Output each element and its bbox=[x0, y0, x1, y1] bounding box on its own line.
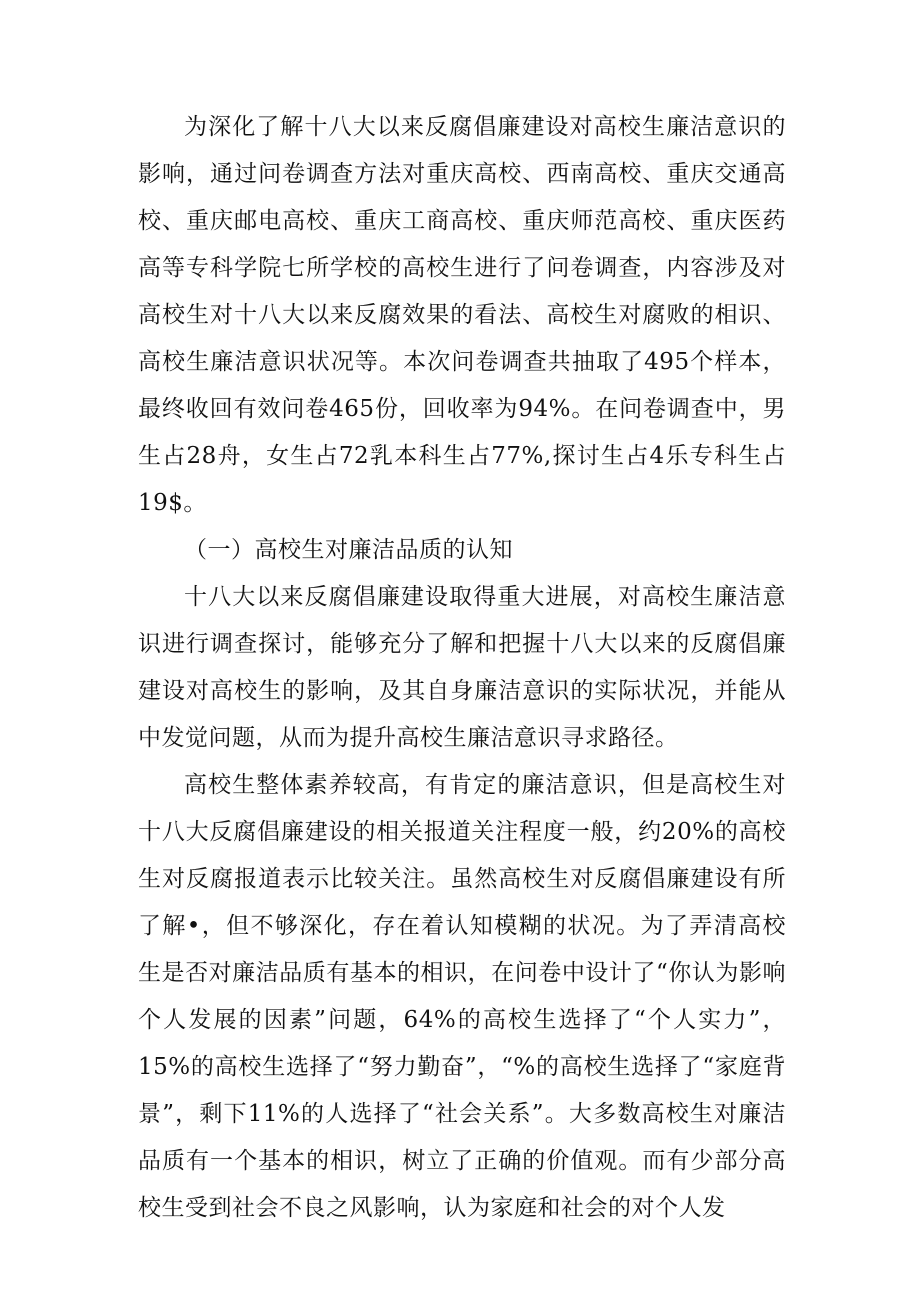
section-heading: （一）高校生对廉洁品质的认知 bbox=[184, 537, 513, 563]
background-paragraph: 十八大以来反腐倡廉建设取得重大进展，对高校生廉洁意识进行调查探讨，能够充分了解和把握十八大以来的反腐倡廉建设对高校生的影响，及其自身廉洁意识的实际状况，并能从中发觉问题，从而为提升高校生廉洁意识寻求路径。 bbox=[138, 584, 786, 751]
intro-paragraph: 为深化了解十八大以来反腐倡廉建设对高校生廉洁意识的影响，通过问卷调查方法对重庆高校、西南高校、重庆交通高校、重庆邮电高校、重庆工商高校、重庆师范高校、重庆医药高等专科学院七所学校的高校生进行了问卷调查，内容涉及对高校生对十八大以来反腐效果的看法、高校生对腐败的相识、高校生廉洁意识状况等。本次问卷调查共抽取了495个样本，最终收回有效问卷465份，回收率为94%。在问卷调查中，男生占28舟，女生占72乳本科生占77%,探讨生占4乐专科生占19$。 bbox=[138, 114, 786, 516]
document-page bbox=[138, 104, 786, 1232]
findings-paragraph: 高校生整体素养较高，有肯定的廉洁意识，但是高校生对十八大反腐倡廉建设的相关报道关注程度一般，约20%的高校生对反腐报道表示比较关注。虽然高校生对反腐倡廉建设有所了解•，但不够深化，存在着认知模糊的状况。为了弄清高校生是否对廉洁品质有基本的相识，在问卷中设计了“你认为影响个人发展的因素”问题，64%的高校生选择了“个人实力”，15%的高校生选择了“努力勤奋”，“%的高校生选择了“家庭背景”，剩下11%的人选择了“社会关系”。大多数高校生对廉洁品质有一个基本的相识，树立了正确的价值观。而有少部分高校生受到社会不良之风影响，认为家庭和社会的对个人发 bbox=[138, 772, 786, 1221]
